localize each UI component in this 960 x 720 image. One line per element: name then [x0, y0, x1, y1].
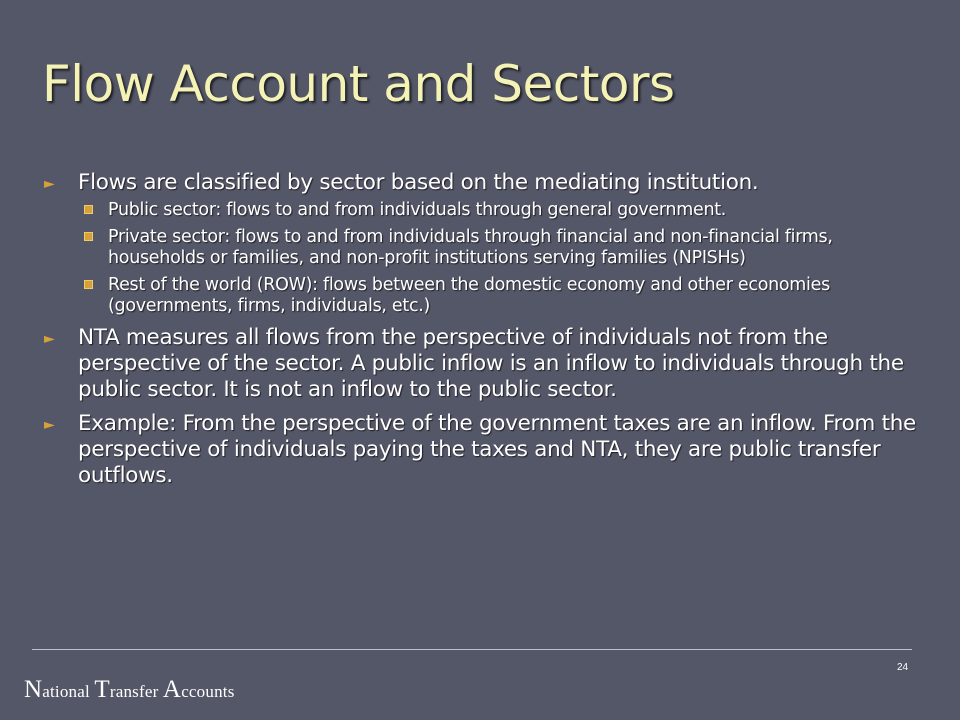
logo-initial: A [162, 676, 182, 703]
logo-word: ransfer [109, 682, 163, 701]
logo-word: ational [42, 682, 95, 701]
sub-bullet-text: Rest of the world (ROW): flows between the domestic economy and other economies (governments, firms, individuals, etc.) [108, 275, 830, 316]
slide-title: Flow Account and Sectors [42, 55, 675, 113]
bullet-list [44, 170, 929, 497]
triangle-bullet-icon: ► [44, 176, 55, 192]
square-bullet-icon [84, 232, 93, 241]
logo-initial: N [24, 676, 43, 703]
sub-bullet-text: Private sector: flows to and from individuals through financial and non-financial firms, households or families, and non-profit institutions serving families (NPISHs) [108, 227, 833, 268]
nta-logo-text [24, 676, 235, 704]
logo-initial: T [94, 676, 110, 703]
sub-bullet-item [78, 200, 929, 221]
bullet-item [44, 411, 929, 489]
sub-bullet-item [78, 227, 929, 269]
bullet-item [44, 325, 929, 403]
bullet-text: Flows are classified by sector based on the mediating institution. [78, 170, 759, 195]
sub-bullet-text: Public sector: flows to and from individuals through general government. [108, 200, 727, 220]
bullet-text: Example: From the perspective of the government taxes are an inflow. From the perspective of individuals paying the taxes and NTA, they are public transfer outflows. [78, 411, 916, 488]
square-bullet-icon [84, 280, 93, 289]
square-bullet-icon [84, 205, 93, 214]
bullet-item [44, 170, 929, 317]
sub-bullet-list [78, 200, 929, 317]
triangle-bullet-icon: ► [44, 331, 55, 347]
triangle-bullet-icon: ► [44, 417, 55, 433]
logo-word: ccounts [181, 682, 235, 701]
bullet-text: NTA measures all flows from the perspective of individuals not from the perspective of the sector. A public inflow is an inflow to individuals through the public sector. It is not an inflow to the public sector. [78, 325, 904, 402]
sub-bullet-item [78, 275, 929, 317]
footer-divider [32, 649, 912, 650]
page-number: 24 [897, 662, 909, 673]
